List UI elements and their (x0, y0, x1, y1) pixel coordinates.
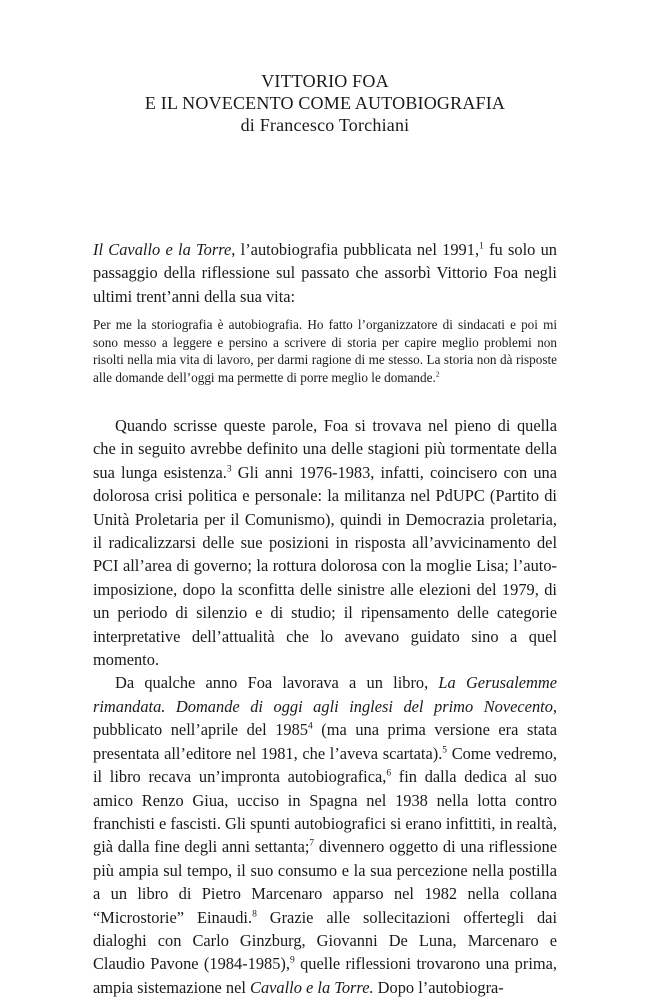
block-quote (93, 316, 557, 386)
footnote-ref-1: 1 (479, 241, 484, 252)
intro-paragraph (93, 238, 557, 308)
p2-text-g: Grazie alle sollecitazioni offertegli dai dialoghi con Carlo Ginzburg, Giovanni De Luna, Marcenaro e Claudio Pavone (1984-1985), (93, 907, 557, 974)
p2-text-e: fin dalla dedica al suo amico Renzo Giua, ucciso in Spagna nel 1938 nella lotta contro franchisti e fascisti. Gli spunti autobiografici si erano infittiti, in realtà, già dalla fine degli anni settanta; (93, 767, 557, 857)
quote-text: Per me la storiografia è autobiografia. Ho fatto l’organizzatore di sindacati e poi mi sono messo a leggere e persino a scrivere di storia per capire meglio problemi non risolti nella mia vita di lavoro, per darmi ragione di me stesso. La storia non dà risposte alle domande dell’oggi ma permette di porre meglio le domande. (93, 317, 557, 385)
footnote-ref-2: 2 (435, 369, 440, 379)
p1-text-b: Gli anni 1976-1983, infatti, coincisero con una dolorosa crisi politica e personale: la militanza nel PdUPC (Partito di Unità Proletaria per il Comunismo), quindi in Democrazia proletaria, il radicalizzarsi delle sue posizioni in risposta all’avvicinamento del PCI all’area di governo; la rottura dolorosa con la moglie Lisa; l’auto-imposizione, dopo la sconfitta delle sinistre alle elezioni del 1979, di un periodo di silenzio e di studio; il ripensamento delle categorie interpretative dell’attualità che lo avevano guidato sino a quel momento. (93, 462, 557, 670)
chapter-heading (0, 70, 650, 136)
chapter-title-line-2: E IL NOVECENTO COME AUTOBIOGRAFIA (144, 93, 506, 113)
chapter-title-line-1: VITTORIO FOA (261, 71, 389, 91)
book-title-cavallo: Il Cavallo e la Torre (93, 240, 232, 259)
paragraph-2 (93, 671, 557, 999)
footnote-ref-7: 7 (309, 838, 315, 849)
p2-text-c: (ma una prima versione era stata presentata all’editore nel 1981, che l’aveva scartata). (93, 720, 557, 763)
intro-text-b: fu solo un passaggio della riflessione sul passato che assorbì Vittorio Foa negli ultimi trent’anni della sua vita: (93, 240, 557, 306)
footnote-ref-6: 6 (386, 768, 392, 779)
p2-text-d: Come vedremo, il libro recava un’impronta autobiografica, (93, 743, 557, 787)
paragraph-1 (93, 414, 557, 671)
p2-text-f: divennero oggetto di una riflessione più ampia sul tempo, il suo consumo e la sua percezione nella postilla a un libro di Pietro Marcenaro apparso nel 1982 nella collana “Microstorie” Einaudi. (93, 837, 557, 927)
footnote-ref-8: 8 (252, 909, 257, 920)
chapter-author: di Francesco Torchiani (240, 115, 410, 135)
book-title-cavallo-2: Cavallo e la Torre. (250, 977, 374, 997)
p2-text-b: , pubblicato nell’aprile del 1985 (93, 696, 557, 740)
footnote-ref-9: 9 (289, 955, 295, 966)
footnote-ref-5: 5 (442, 745, 448, 756)
p1-text-a: Quando scrisse queste parole, Foa si trovava nel pieno di quella che in seguito avrebbe definito una delle stagioni più tormentate della sua lunga esistenza. (93, 416, 557, 482)
body-text (93, 414, 557, 999)
p2-text-h: quelle riflessioni trovarono una prima, ampia sistemazione nel (93, 954, 557, 997)
p2-text-a: Da qualche anno Foa lavorava a un libro, (115, 673, 439, 693)
intro-text-a: , l’autobiografia pubblicata nel 1991, (231, 240, 480, 259)
p2-text-i: Dopo l’autobiogra- (373, 977, 504, 997)
book-title-gerusalemme: La Gerusalemme rimandata. Domande di oggi agli inglesi del primo Novecento (93, 673, 557, 716)
footnote-ref-3: 3 (226, 464, 232, 475)
footnote-ref-4: 4 (308, 721, 313, 732)
